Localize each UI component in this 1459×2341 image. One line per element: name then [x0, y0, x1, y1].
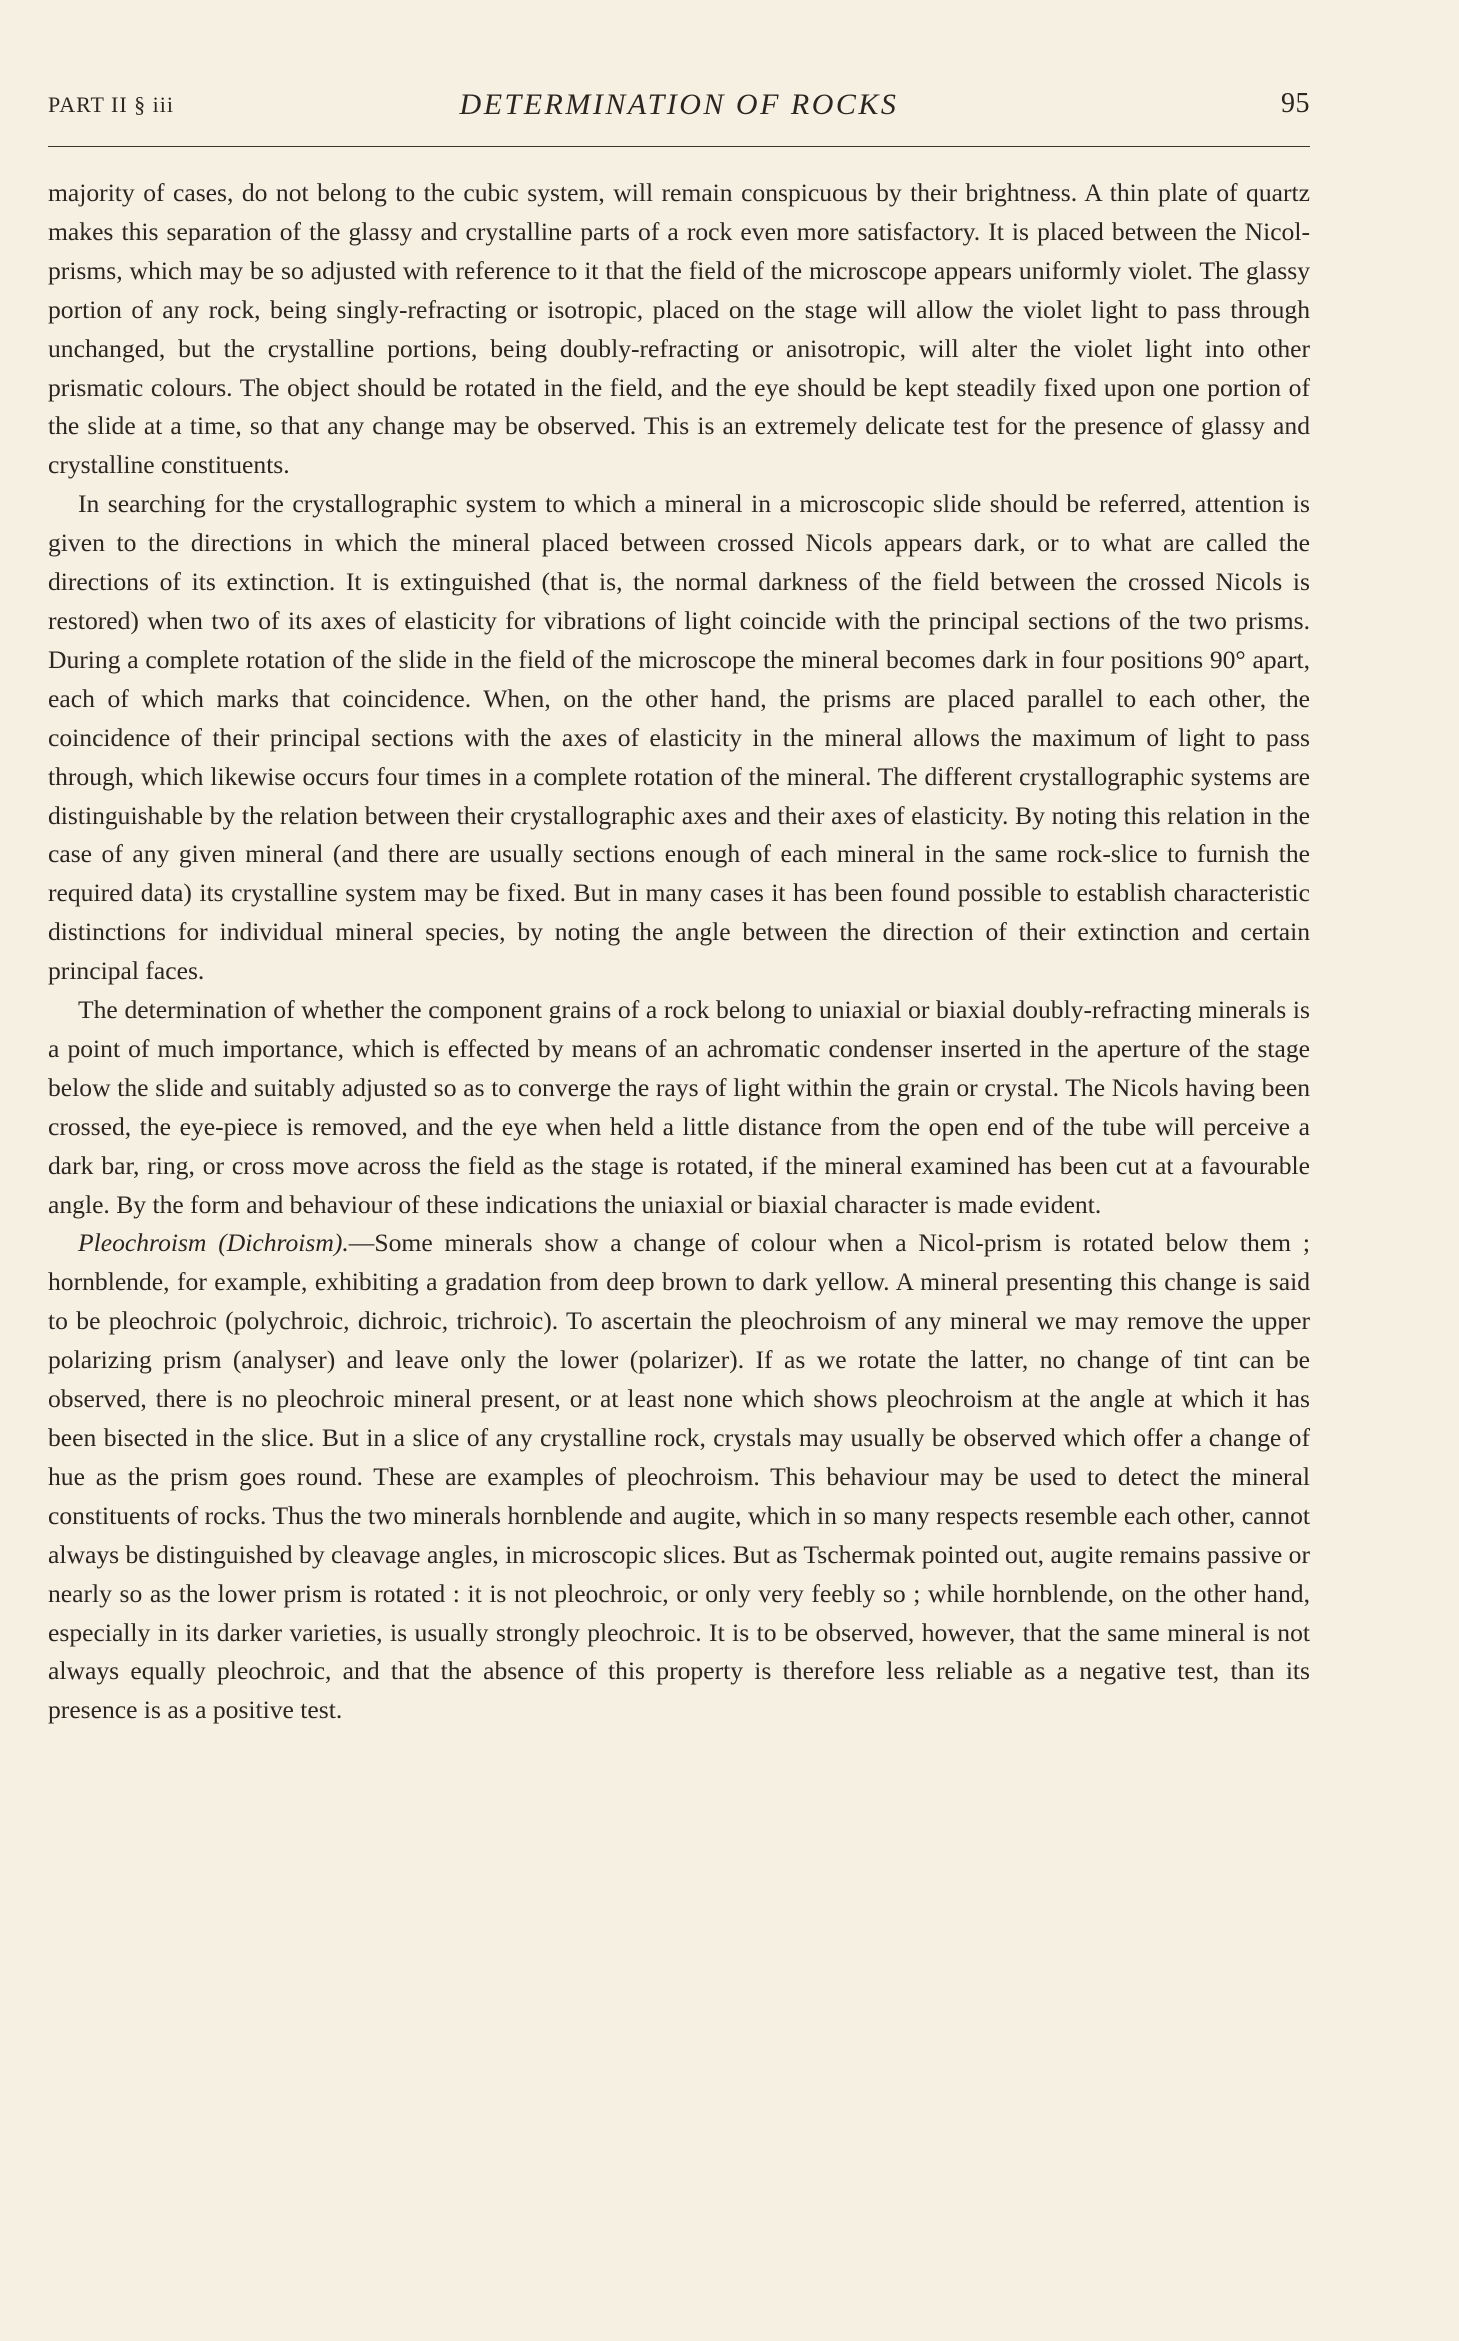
- paragraph-1: majority of cases, do not belong to the cubic system, will remain conspicuous by their brightness. A thin plate of quartz makes this separation of the glassy and crystalline parts of a rock even more satisfactory. It is placed between the Nicol-prisms, which may be so adjusted with reference to it that the field of the microscope appears uniformly violet. The glassy portion of any rock, being singly-refracting or isotropic, placed on the stage will allow the violet light to pass through unchanged, but the crystalline portions, being doubly-refracting or anisotropic, will alter the violet light into other prismatic colours. The object should be rotated in the field, and the eye should be kept steadily fixed upon one portion of the slide at a time, so that any change may be observed. This is an extremely delicate test for the presence of glassy and crystalline constituents.: [48, 178, 1310, 480]
- section-heading-pleochroism: Pleochroism (Dichroism).: [78, 1228, 349, 1258]
- body-text: [48, 174, 1310, 1730]
- paragraph-3: The determination of whether the component grains of a rock belong to uniaxial or biaxial doubly-refracting minerals is a point of much importance, which is effected by means of an achromatic condenser inserted in the aperture of the stage below the slide and suitably adjusted so as to converge the rays of light within the grain or crystal. The Nicols having been crossed, the eye-piece is removed, and the eye when held a little distance from the open end of the tube will perceive a dark bar, ring, or cross move across the field as the stage is rotated, if the mineral examined has been cut at a favourable angle. By the form and behaviour of these indications the uniaxial or biaxial character is made evident.: [48, 995, 1310, 1219]
- header-rule: [48, 146, 1310, 147]
- page-number: 95: [1281, 88, 1310, 119]
- paragraph-4-text: —Some minerals show a change of colour when a Nicol-prism is rotated below them ; hornblende, for example, exhibiting a gradation from deep brown to dark yellow. A mineral presenting this change is said to be pleochroic (polychroic, dichroic, trichroic). To ascertain the pleochroism of any mineral we may remove the upper polarizing prism (analyser) and leave only the lower (polarizer). If as we rotate the latter, no change of tint can be observed, there is no pleochroic mineral present, or at least none which shows pleochroism at the angle at which it has been bisected in the slice. But in a slice of any crystalline rock, crystals may usually be observed which offer a change of hue as the prism goes round. These are examples of pleochroism. This behaviour may be used to detect the mineral constituents of rocks. Thus the two minerals hornblende and augite, which in so many respects resemble each other, cannot always be distinguished by cleavage angles, in microscopic slices. But as Tschermak pointed out, augite remains passive or nearly so as the lower prism is rotated : it is not pleochroic, or only very feebly so ; while hornblende, on the other hand, especially in its darker varieties, is usually strongly pleochroic. It is to be observed, however, that the same mineral is not always equally pleochroic, and that the absence of this property is therefore less reliable as a negative test, than its presence is as a positive test.: [48, 1228, 1311, 1725]
- chapter-title: DETERMINATION OF ROCKS: [459, 88, 899, 121]
- running-head: [48, 88, 1310, 130]
- part-section-label: PART II § iii: [48, 92, 174, 117]
- paragraph-4: [48, 1224, 1310, 1730]
- paragraph-2: In searching for the crystallographic system to which a mineral in a microscopic slide should be referred, attention is given to the directions in which the mineral placed between crossed Nicols appears dark, or to what are called the directions of its extinction. It is extinguished (that is, the normal darkness of the field between the crossed Nicols is restored) when two of its axes of elasticity for vibrations of light coincide with the principal sections of the two prisms. During a complete rotation of the slide in the field of the microscope the mineral becomes dark in four positions 90° apart, each of which marks that coincidence. When, on the other hand, the prisms are placed parallel to each other, the coincidence of their principal sections with the axes of elasticity in the mineral allows the maximum of light to pass through, which likewise occurs four times in a complete rotation of the mineral. The different crystallographic systems are distinguishable by the relation between their crystallographic axes and their axes of elasticity. By noting this relation in the case of any given mineral (and there are usually sections enough of each mineral in the same rock-slice to furnish the required data) its crystalline system may be fixed. But in many cases it has been found possible to establish characteristic distinctions for individual mineral species, by noting the angle between the direction of their extinction and certain principal faces.: [48, 489, 1310, 986]
